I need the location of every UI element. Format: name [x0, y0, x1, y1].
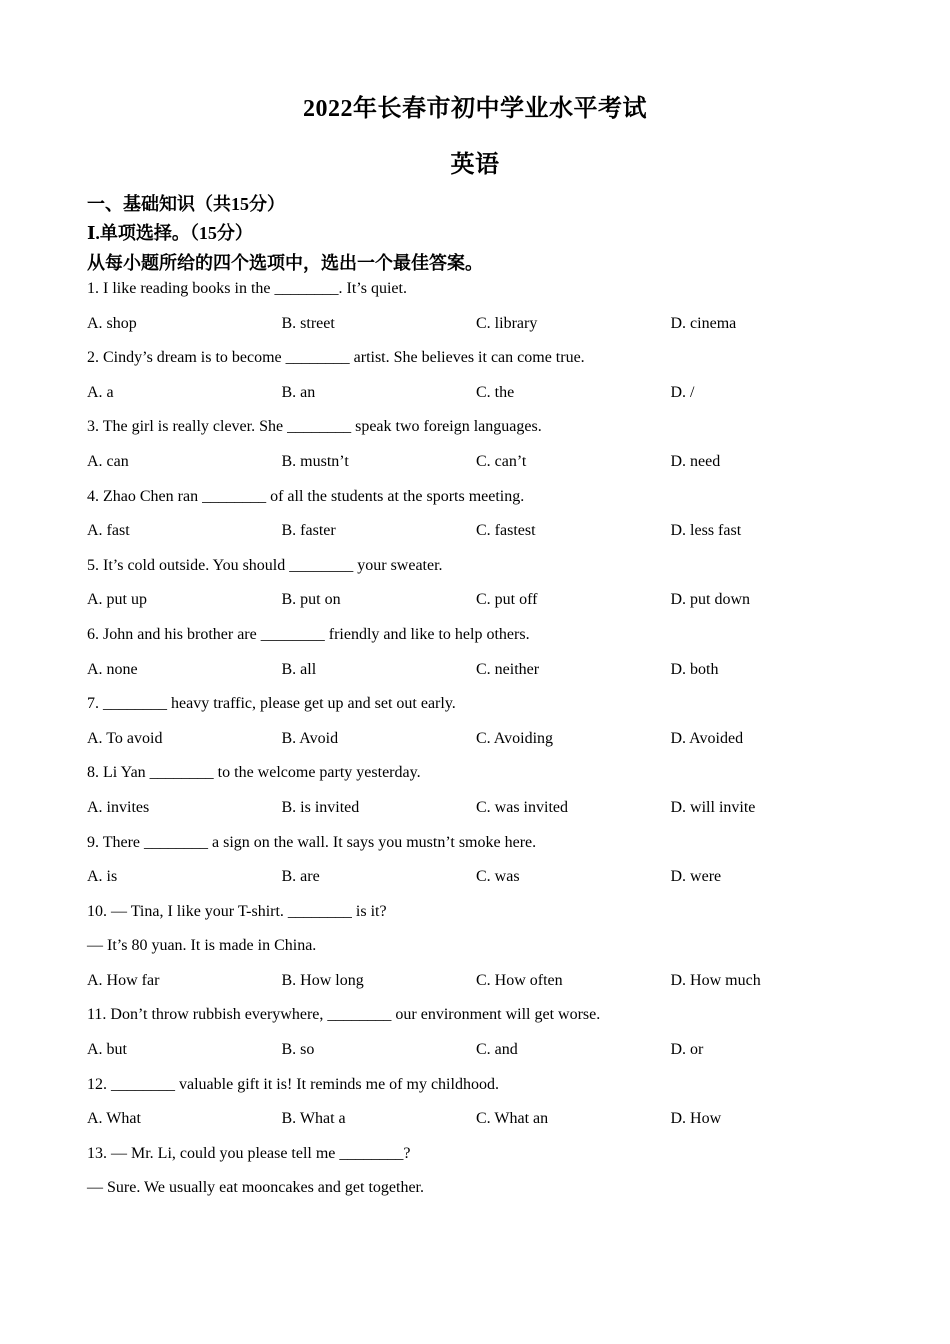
question-stem: 4. Zhao Chen ran ________ of all the students at the sports meeting.: [87, 487, 525, 505]
option-d: D. cinema: [670, 314, 737, 332]
option-c: C. and: [476, 1041, 518, 1059]
option-b: B. street: [281, 314, 335, 332]
option-a: A. What: [87, 1110, 141, 1128]
option-row: [87, 797, 887, 832]
option-c: C. was invited: [476, 798, 568, 816]
option-c: C. library: [476, 314, 538, 332]
question-item: [87, 762, 887, 831]
question-stem: 11. Don’t throw rubbish everywhere, ________ our environment will get worse.: [87, 1006, 601, 1024]
instruction-text: 从每小题所给的四个选项中，选出一个最佳答案。: [87, 253, 483, 273]
option-b: B. is invited: [281, 798, 360, 816]
question-stem: 3. The girl is really clever. She ________ speak two foreign languages.: [87, 418, 542, 436]
option-a: A. invites: [87, 798, 150, 816]
exam-title: 2022年长春市初中学业水平考试: [303, 96, 647, 122]
question-stem: 12. ________ valuable gift it is! It reminds me of my childhood.: [87, 1075, 499, 1093]
option-b: B. faster: [281, 522, 336, 540]
option-c: C. was: [476, 868, 520, 886]
question-item: [87, 1074, 887, 1143]
question-stem: 5. It’s cold outside. You should ________ your sweater.: [87, 556, 443, 574]
option-b: B. What a: [281, 1110, 346, 1128]
option-row: [87, 589, 887, 624]
option-a: A. fast: [87, 522, 130, 540]
option-b: B. put on: [281, 591, 341, 609]
option-d: D. need: [670, 452, 721, 470]
question-stem: 8. Li Yan ________ to the welcome party yesterday.: [87, 764, 421, 782]
part-heading: 一、基础知识（共15分）: [87, 194, 285, 214]
option-b: B. mustn’t: [281, 452, 349, 470]
option-d: D. How: [670, 1110, 722, 1128]
option-a: A. none: [87, 660, 138, 678]
option-row: [87, 1039, 887, 1074]
option-c: C. How often: [476, 971, 563, 989]
option-a: A. shop: [87, 314, 137, 332]
option-b: B. How long: [281, 971, 364, 989]
option-b: B. are: [281, 868, 320, 886]
option-d: D. Avoided: [670, 729, 744, 747]
option-d: D. will invite: [670, 798, 756, 816]
question-stem: 7. ________ heavy traffic, please get up and set out early.: [87, 695, 456, 713]
question-stem: 6. John and his brother are ________ friendly and like to help others.: [87, 625, 530, 643]
option-d: D. both: [670, 660, 719, 678]
question-stem-continued: — It’s 80 yuan. It is made in China.: [87, 937, 317, 955]
option-d: D. were: [670, 868, 722, 886]
option-row: [87, 866, 887, 901]
option-row: [87, 382, 887, 417]
option-row: [87, 728, 887, 763]
question-stem-continued: — Sure. We usually eat mooncakes and get together.: [87, 1179, 424, 1197]
option-c: C. can’t: [476, 452, 527, 470]
option-row: [87, 520, 887, 555]
option-d: D. /: [670, 383, 695, 401]
option-a: A. put up: [87, 591, 147, 609]
option-c: C. What an: [476, 1110, 549, 1128]
question-item: [87, 416, 887, 485]
option-a: A. is: [87, 868, 118, 886]
option-a: A. but: [87, 1041, 127, 1059]
option-b: B. an: [281, 383, 316, 401]
question-stem: 2. Cindy’s dream is to become ________ artist. She believes it can come true.: [87, 349, 585, 367]
option-c: C. fastest: [476, 522, 536, 540]
question-item: [87, 1143, 887, 1212]
question-item: [87, 278, 887, 347]
option-row: [87, 313, 887, 348]
option-b: B. Avoid: [281, 729, 339, 747]
option-a: A. To avoid: [87, 729, 163, 747]
option-c: C. put off: [476, 591, 538, 609]
subsection-heading: Ⅰ.单项选择。（15分）: [87, 223, 253, 243]
subject-title: 英语: [450, 152, 500, 178]
question-item: [87, 486, 887, 555]
option-row: [87, 451, 887, 486]
question-item: [87, 693, 887, 762]
option-c: C. Avoiding: [476, 729, 554, 747]
question-item: [87, 832, 887, 901]
question-item: [87, 901, 887, 1005]
question-list: [87, 278, 887, 1212]
question-stem: 10. — Tina, I like your T-shirt. ________ is it?: [87, 902, 387, 920]
option-d: D. less fast: [670, 522, 742, 540]
option-b: B. all: [281, 660, 317, 678]
question-item: [87, 1004, 887, 1073]
option-d: D. put down: [670, 591, 751, 609]
option-d: D. or: [670, 1041, 704, 1059]
option-c: C. the: [476, 383, 515, 401]
question-item: [87, 555, 887, 624]
question-stem: 9. There ________ a sign on the wall. It says you mustn’t smoke here.: [87, 833, 537, 851]
question-stem: 13. — Mr. Li, could you please tell me ________?: [87, 1144, 411, 1162]
option-b: B. so: [281, 1041, 315, 1059]
question-item: [87, 624, 887, 693]
option-d: D. How much: [670, 971, 761, 989]
option-a: A. can: [87, 452, 129, 470]
option-row: [87, 1108, 887, 1143]
option-c: C. neither: [476, 660, 540, 678]
question-stem: 1. I like reading books in the ________. It’s quiet.: [87, 280, 407, 297]
option-a: A. How far: [87, 971, 160, 989]
option-a: A. a: [87, 383, 114, 401]
option-row: [87, 970, 887, 1005]
option-row: [87, 659, 887, 694]
question-item: [87, 347, 887, 416]
